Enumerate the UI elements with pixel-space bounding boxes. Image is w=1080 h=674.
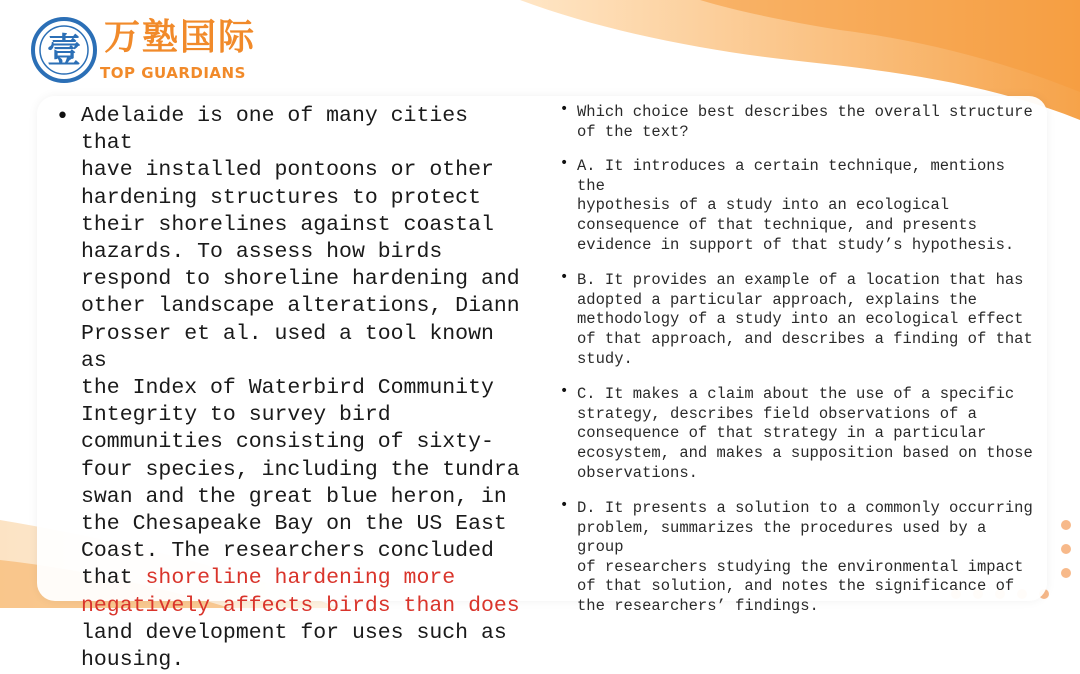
passage-highlight: shoreline hardening more negatively affects birds than does (81, 566, 520, 618)
passage-text-after: land development for uses such as housing. (81, 620, 507, 673)
logo-badge-icon (30, 16, 98, 84)
bullet-icon: • (560, 497, 569, 514)
passage-text (56, 103, 528, 674)
bullet-icon: • (560, 101, 569, 117)
answer-option-c[interactable] (560, 385, 1040, 483)
bullet-icon: • (560, 155, 569, 172)
question-column (560, 103, 1040, 617)
logo-badge-char: 壹 (47, 31, 81, 71)
answer-option-d[interactable] (560, 499, 1040, 617)
question-stem-text: Which choice best describes the overall structure of the text? (577, 103, 1033, 141)
reading-passage (56, 103, 528, 673)
bullet-icon: • (56, 104, 69, 129)
question-stem (560, 103, 1040, 142)
passage-text-before: Adelaide is one of many cities that have installed pontoons or other hardening structures to protect their shorelines against coastal hazards. To assess how birds respond to shoreline hardening and other landscape alterations, Diann Prosser et al. used a tool known as the Index of Waterbird Community Integrity to survey bird communities consisting of sixty- four species, including the tundra swan and the great blue heron, in the Chesapeake Bay on the US East Coast. The researchers concluded that (81, 104, 520, 591)
answer-option-a-text: A. It introduces a certain technique, mentions the hypothesis of a study into an ecological consequence of that technique, and presents evidence in support of that study’s hypothesis. (577, 157, 1015, 254)
logo-english-name: TOP GUARDIANS (100, 64, 246, 82)
answer-option-b-text: B. It provides an example of a location that has adopted a particular approach, explains the methodology of a study into an ecological effect of that approach, and describes a finding of that study. (577, 271, 1033, 368)
answer-option-d-text: D. It presents a solution to a commonly occurring problem, summarizes the procedures used by a group of researchers studying the environmental impact of that solution, and notes the significance of the researchers’ findings. (577, 499, 1033, 616)
logo-chinese-name: 万塾国际 (104, 17, 257, 58)
answer-option-b[interactable] (560, 271, 1040, 369)
bullet-icon: • (560, 269, 569, 286)
answer-option-a[interactable] (560, 157, 1040, 255)
answer-option-c-text: C. It makes a claim about the use of a specific strategy, describes field observations of a consequence of that strategy in a particular ecosystem, and makes a supposition based on those observations. (577, 385, 1033, 482)
bullet-icon: • (560, 383, 569, 400)
